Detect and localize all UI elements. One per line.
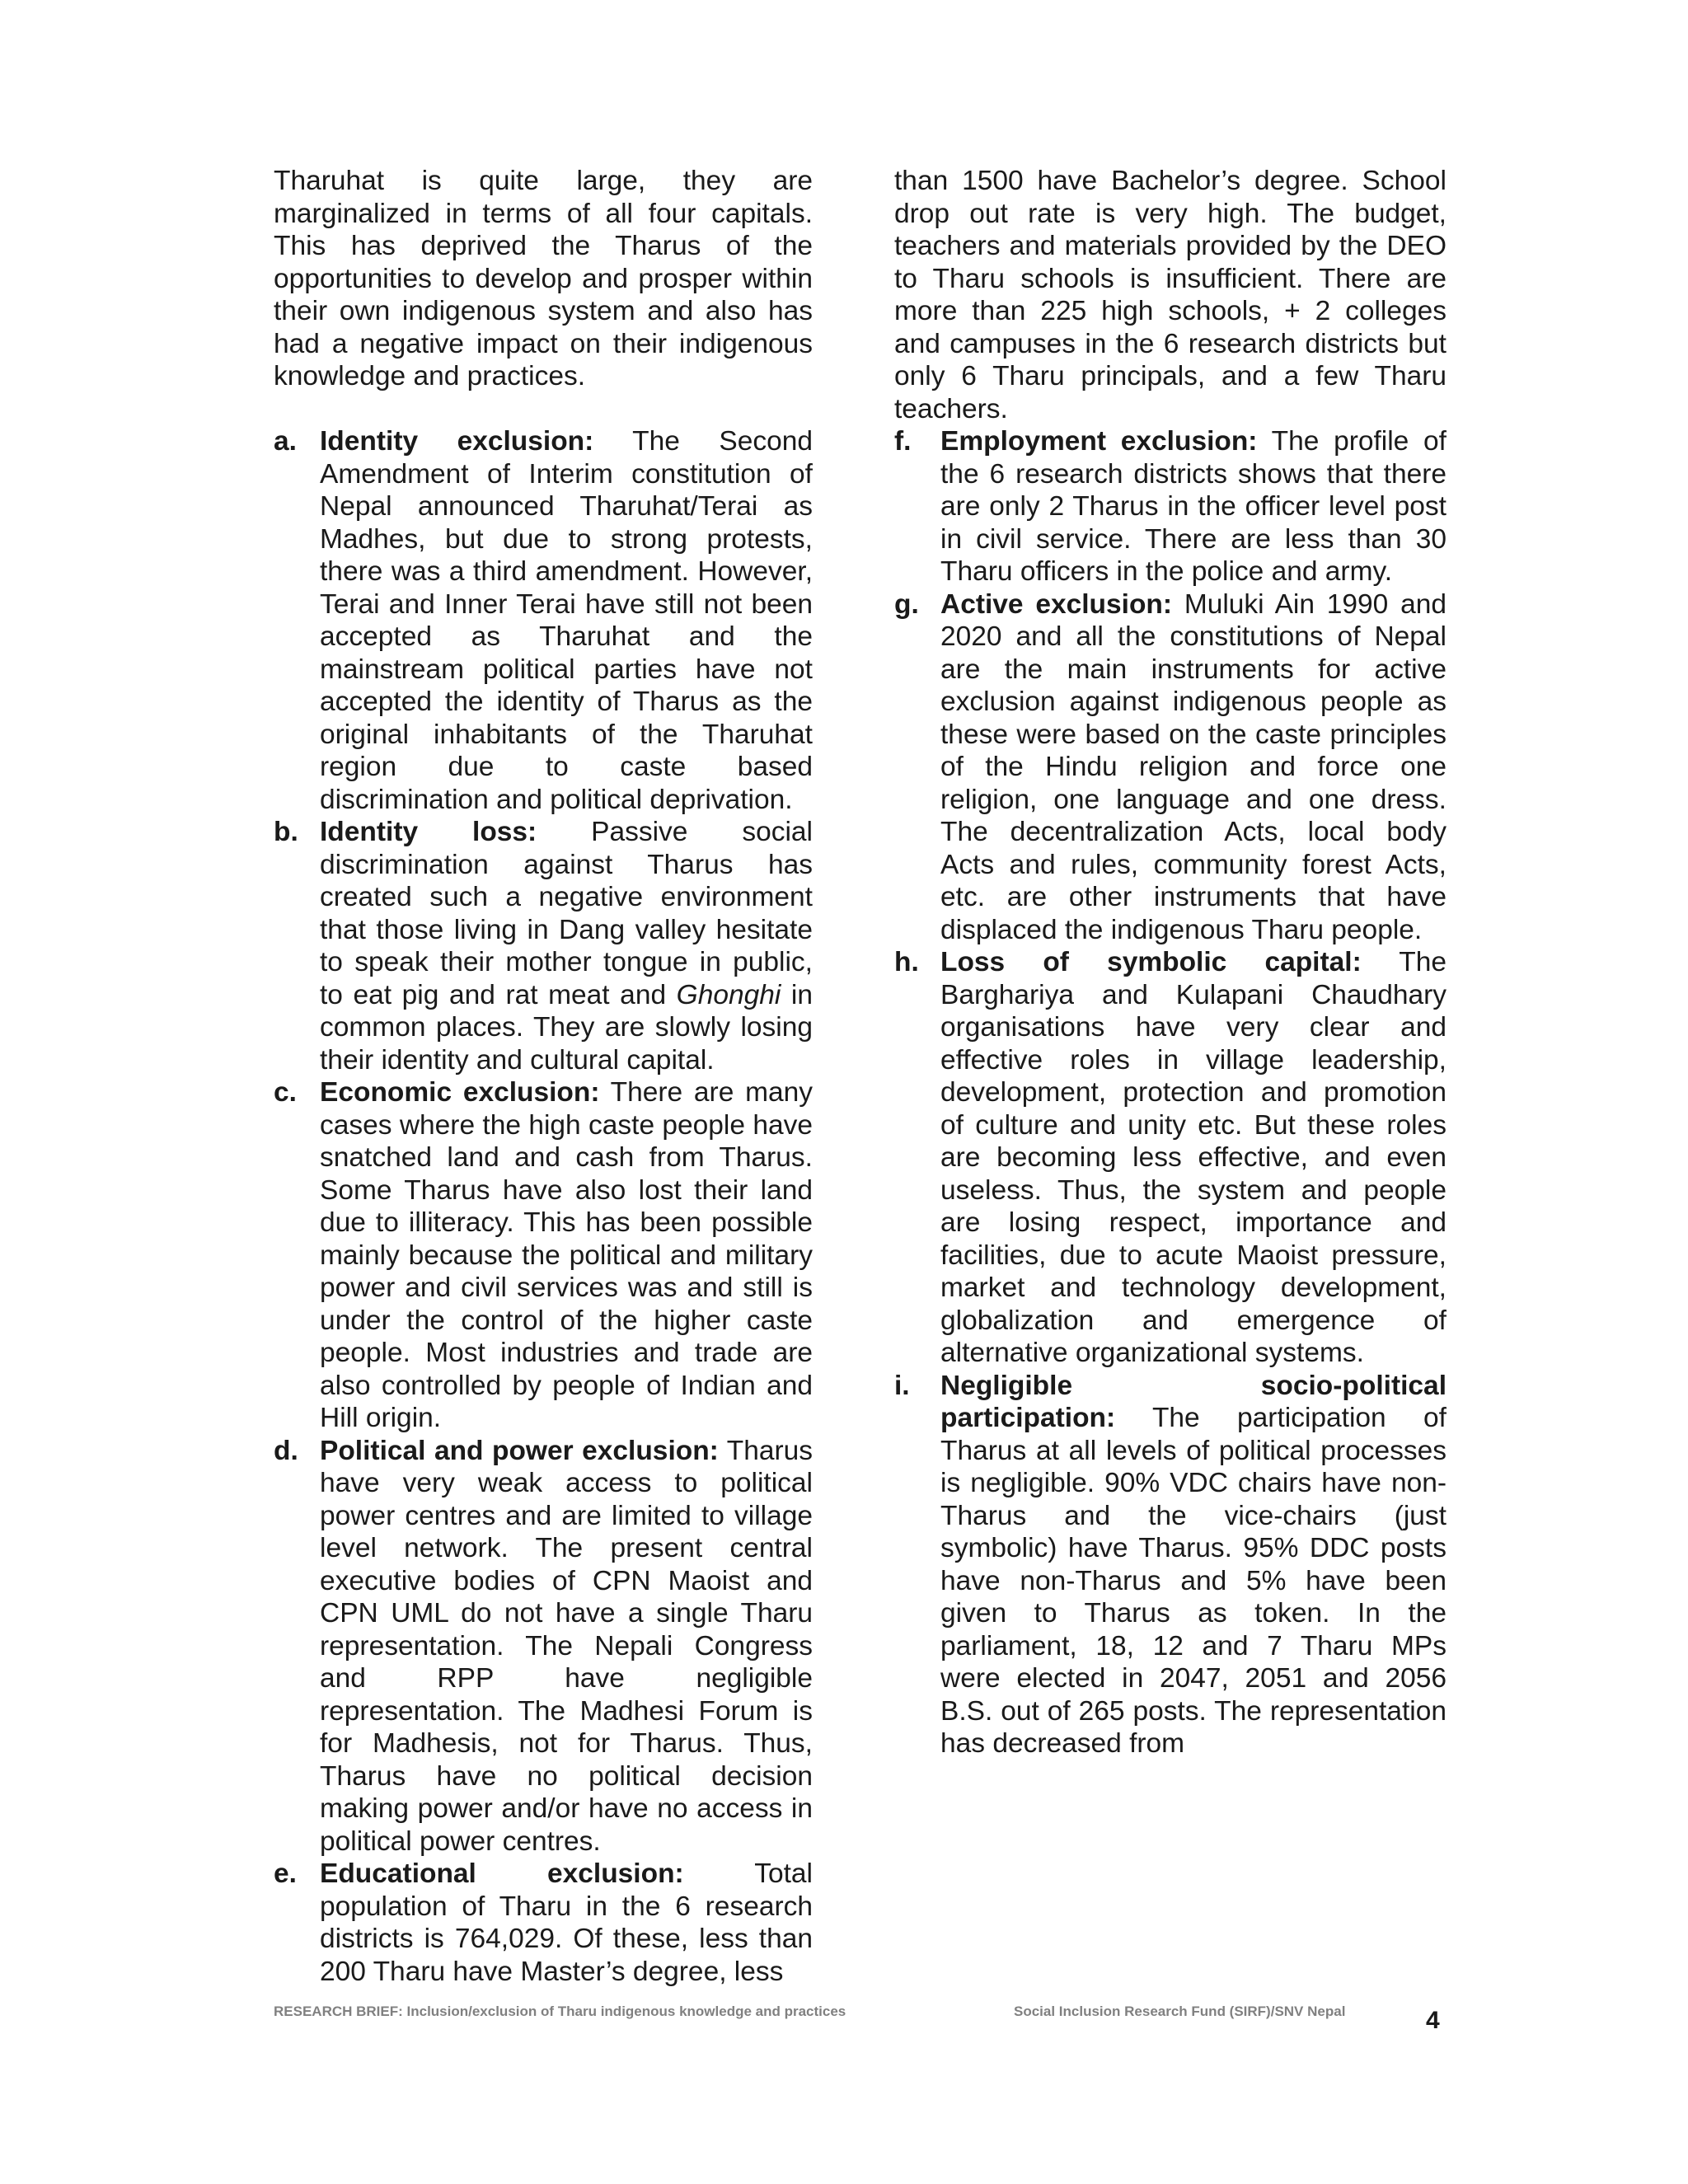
list-item-c — [274, 1076, 813, 1435]
item-marker: h. — [894, 947, 919, 977]
item-heading: Active exclusion: — [940, 588, 1173, 620]
item-marker: a. — [274, 426, 297, 457]
item-heading: Identity loss: — [320, 817, 537, 847]
list-item-h — [894, 946, 1447, 1370]
item-marker: f. — [894, 426, 912, 457]
item-text: There are many cases where the high caste people have snatched land and cash from Tharus. Some Tharus have also lost their land due to illiteracy. This has been possible mainly because the political and military power and civil services was and still is under the control of the higher caste people. Most industries and trade are also controlled by people of Indian and Hill origin. — [320, 1077, 813, 1433]
list-item-f — [894, 425, 1447, 588]
item-heading: Negligible socio-political participation: — [940, 1370, 1447, 1433]
left-column — [274, 165, 813, 1988]
item-heading: Economic exclusion: — [320, 1077, 600, 1108]
item-heading: Employment exclusion: — [940, 426, 1258, 457]
item-text: The Barghariya and Kulapani Chaudhary organisations have very clear and effective roles in village leadership, development, protection and promotion of culture and unity etc. But these roles are becoming less effective, and even useless. Thus, the system and people are losing respect, importance and facilities, due to acute Maoist pressure, market and technology development, globalization and emergence of alternative organizational systems. — [940, 947, 1447, 1368]
exclusion-list-right — [894, 425, 1447, 1760]
item-text: Total population of Tharu in the 6 research districts is 764,029. Of these, less than 200 Tharu have Master’s degree, less — [320, 1858, 814, 1987]
list-item-e — [274, 1858, 813, 1988]
item-text: The Second Amendment of Interim constitution of Nepal announced Tharuhat/Terai as Madhes, but due to strong protests, there was a third amendment. However, Terai and Inner Terai have still not been accepted as Tharuhat and the mainstream political parties have not accepted the identity of Tharus as the original inhabitants of the Tharuhat region due to caste based discrimination and political deprivation. — [320, 426, 814, 815]
item-marker: d. — [274, 1435, 298, 1466]
item-heading: Political and power exclusion: — [320, 1435, 719, 1466]
item-heading: Loss of symbolic capital: — [940, 947, 1362, 977]
item-italic-term: Ghonghi — [676, 979, 781, 1010]
footer-organization: Social Inclusion Research Fund (SIRF)/SNV Nepal — [1014, 2004, 1346, 2019]
item-marker: g. — [894, 588, 919, 620]
item-marker: i. — [894, 1370, 910, 1401]
page-footer — [0, 2004, 1688, 2036]
item-text: The profile of the 6 research districts shows that there are only 2 Tharus in the officer level post in civil service. There are less than 30 Tharu officers in the police and army. — [940, 426, 1447, 587]
item-text: The participation of Tharus at all levels of political processes is negligible. 90% VDC chairs have non-Tharus and the vice-chairs (just symbolic) have Tharus. 95% DDC posts have non-Tharus and 5% have been given to Tharus as token. In the parliament, 18, 12 and 7 Tharu MPs were elected in 2047, 2051 and 2056 B.S. out of 265 posts. The representation has decreased from — [940, 1403, 1447, 1759]
item-heading: Identity exclusion: — [320, 426, 594, 457]
item-marker: e. — [274, 1858, 297, 1889]
intro-paragraph: Tharuhat is quite large, they are marginalized in terms of all four capitals. This has deprived the Tharus of the opportunities to develop and prosper within their own indigenous system and also has had a negative impact on their indigenous knowledge and practices. — [274, 166, 813, 391]
continuation-paragraph: than 1500 have Bachelor’s degree. School drop out rate is very high. The budget, teachers and materials provided by the DEO to Tharu schools is insufficient. There are more than 225 high schools, + 2 colleges and campuses in the 6 research districts but only 6 Tharu principals, and a few Tharu teachers. — [894, 166, 1447, 424]
right-column — [894, 165, 1447, 1760]
list-item-d — [274, 1435, 813, 1858]
list-item-a — [274, 425, 813, 816]
item-text-after: in common places. They are slowly losing their identity and cultural capital. — [320, 979, 813, 1076]
footer-title: RESEARCH BRIEF: Inclusion/exclusion of Tharu indigenous knowledge and practices — [274, 2004, 846, 2019]
list-item-b — [274, 816, 813, 1076]
list-item-g — [894, 588, 1447, 947]
page-number: 4 — [1426, 2007, 1440, 2034]
item-text: Muluki Ain 1990 and 2020 and all the constitutions of Nepal are the main instruments for active exclusion against indigenous people as these were based on the caste principles of the Hindu religion and force one religion, one language and one dress. The decentralization Acts, local body Acts and rules, community forest Acts, etc. are other instruments that have displaced the indigenous Tharu people. — [940, 588, 1447, 945]
exclusion-list-left — [274, 425, 813, 1988]
item-marker: c. — [274, 1077, 297, 1108]
item-text: Passive social discrimination against Tharus has created such a negative environment that those living in Dang valley hesitate to speak their mother tongue in public, to eat pig and rat meat and — [320, 817, 813, 1010]
list-item-i — [894, 1370, 1447, 1760]
item-marker: b. — [274, 817, 298, 847]
item-heading: Educational exclusion: — [320, 1858, 684, 1889]
item-text: Tharus have very weak access to political power centres and are limited to village level network. The present central executive bodies of CPN Maoist and CPN UML do not have a single Tharu representation. The Nepali Congress and RPP have negligible representation. The Madhesi Forum is for Madhesis, not for Tharus. Thus, Tharus have no political decision making power and/or have no access in political power centres. — [320, 1435, 813, 1857]
